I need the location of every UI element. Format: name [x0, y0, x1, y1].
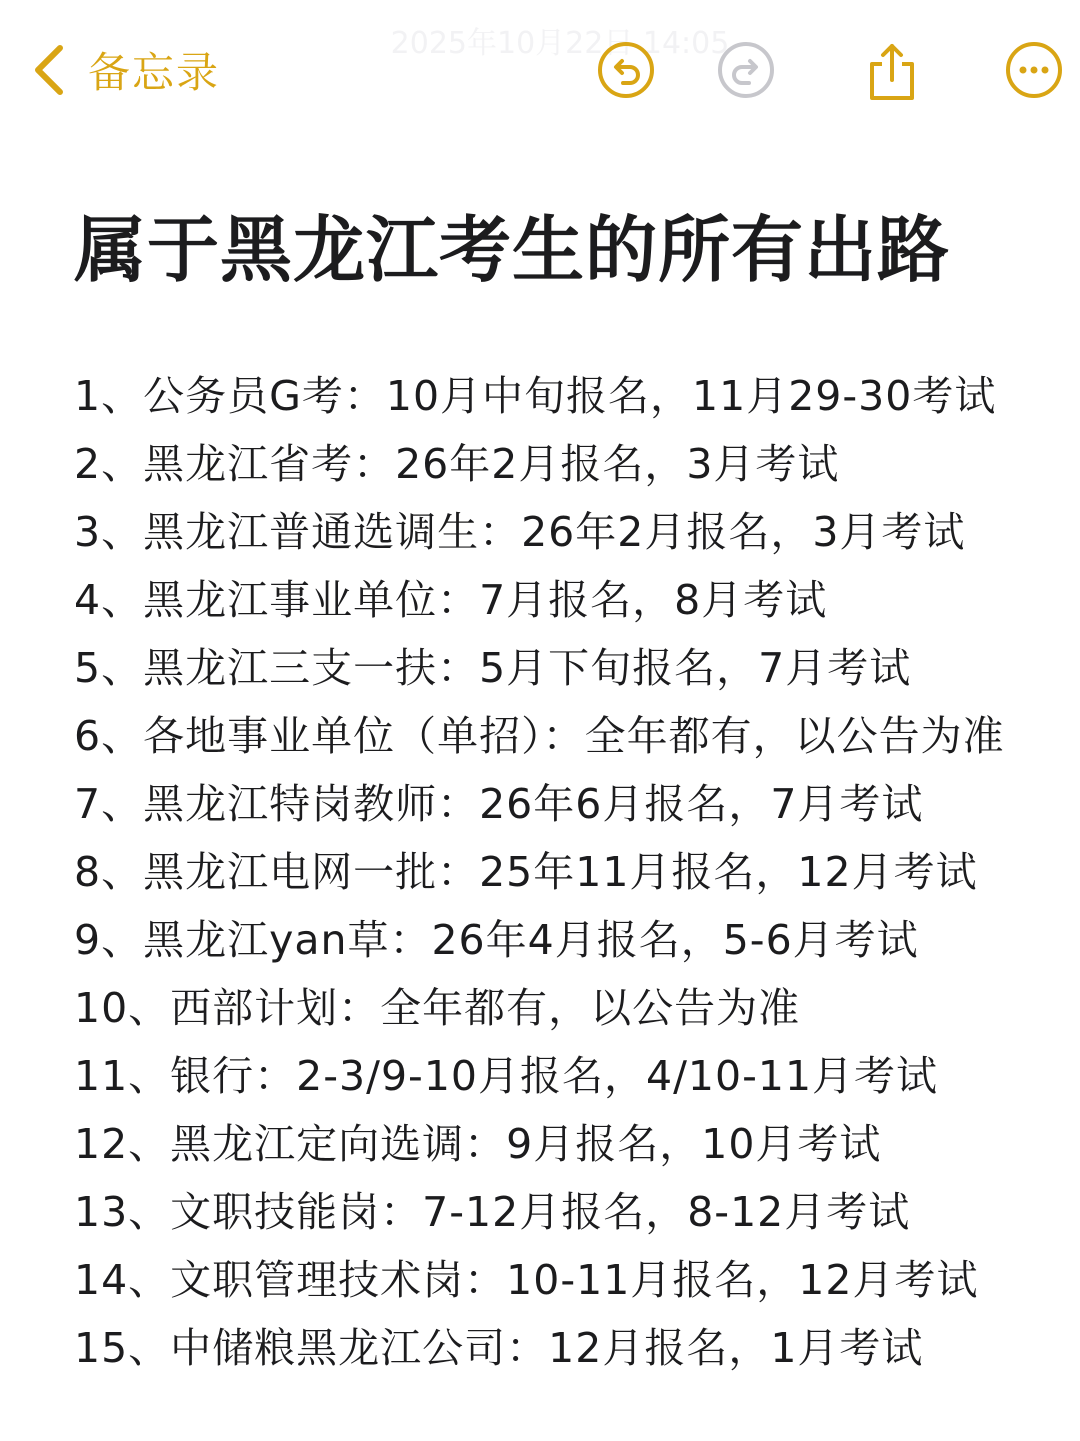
back-label: 备忘录 — [88, 48, 221, 97]
more-button[interactable] — [1004, 40, 1064, 100]
redo-icon — [716, 40, 776, 100]
list-item: 10、西部计划：全年都有，以公告为准 — [74, 984, 801, 1032]
list-item: 1、公务员G考：10月中旬报名，11月29-30考试 — [74, 372, 997, 420]
undo-icon — [596, 40, 656, 100]
more-icon — [1004, 40, 1064, 100]
undo-button[interactable] — [596, 40, 656, 100]
share-icon — [862, 40, 922, 104]
list-item: 3、黑龙江普通选调生：26年2月报名，3月考试 — [74, 508, 966, 556]
list-item: 15、中储粮黑龙江公司：12月报名，1月考试 — [74, 1324, 924, 1372]
list-item: 12、黑龙江定向选调：9月报名，10月考试 — [74, 1120, 882, 1168]
list-item: 7、黑龙江特岗教师：26年6月报名，7月考试 — [74, 780, 924, 828]
list-item: 8、黑龙江电网一批：25年11月报名，12月考试 — [74, 848, 978, 896]
note-date: 2025年10月22日 14:05 — [390, 26, 730, 61]
list-item: 2、黑龙江省考：26年2月报名，3月考试 — [74, 440, 840, 488]
list-item: 14、文职管理技术岗：10-11月报名，12月考试 — [74, 1256, 979, 1304]
list-item: 11、银行：2-3/9-10月报名，4/10-11月考试 — [74, 1052, 939, 1100]
back-button[interactable] — [30, 40, 220, 100]
share-button[interactable] — [862, 40, 922, 100]
note-title[interactable]: 属于黑龙江考生的所有出路 — [74, 208, 951, 292]
list-item: 4、黑龙江事业单位：7月报名，8月考试 — [74, 576, 828, 624]
list-item: 9、黑龙江yan草：26年4月报名，5-6月考试 — [74, 916, 919, 964]
navigation-bar — [0, 0, 1080, 140]
list-item: 13、文职技能岗：7-12月报名，8-12月考试 — [74, 1188, 911, 1236]
note-body[interactable] — [74, 362, 1064, 1382]
chevron-left-icon — [30, 40, 66, 100]
list-item: 6、各地事业单位（单招）：全年都有，以公告为准 — [74, 712, 1005, 760]
redo-button[interactable] — [716, 40, 776, 100]
list-item: 5、黑龙江三支一扶：5月下旬报名，7月考试 — [74, 644, 912, 692]
